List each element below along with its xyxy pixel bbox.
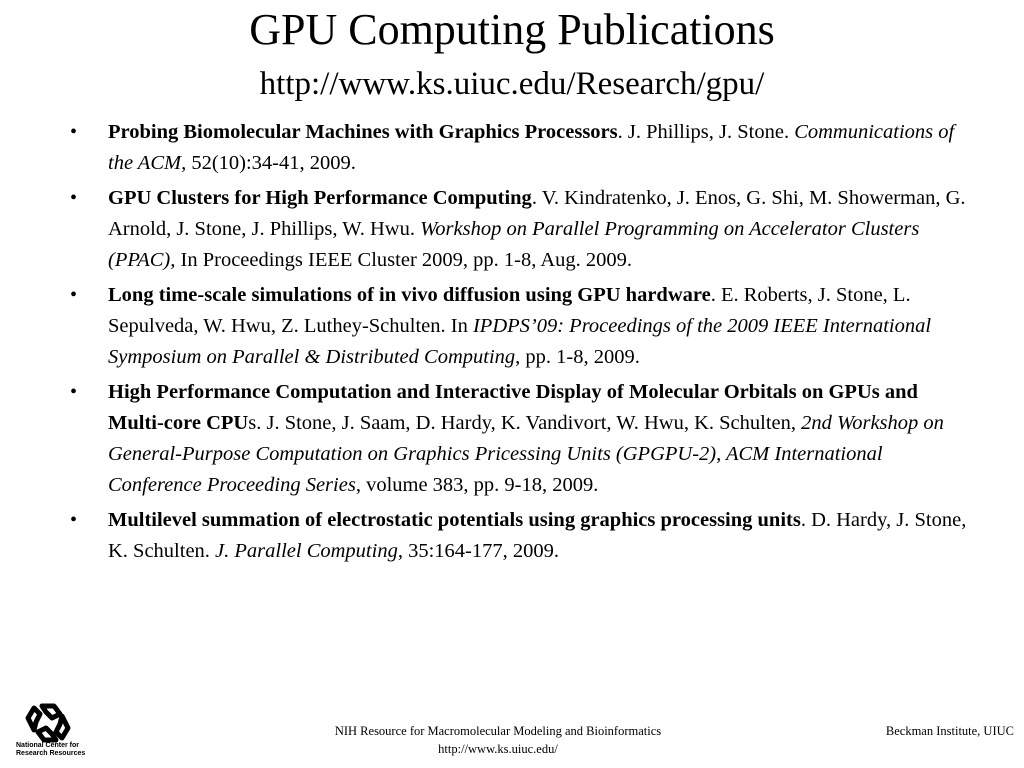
publication-venue: J. Parallel Computing — [215, 540, 398, 562]
publication-title: Multilevel summation of electrostatic potentials using graphics processing units — [108, 509, 801, 531]
publication-authors: . E. Roberts, J. Stone, L. Sepulveda, W. Hwu, Z. Luthey-Schulten. In — [108, 284, 911, 337]
bullet-icon: • — [70, 381, 78, 403]
footer-url: http://www.ks.uiuc.edu/ — [438, 742, 558, 756]
slide-subtitle — [0, 64, 1024, 104]
publication-details: , volume 383, pp. 9-18, 2009. — [355, 474, 599, 496]
list-item — [68, 505, 968, 567]
publication-details: In Proceedings IEEE Cluster 2009, pp. 1-8, Aug. 2009. — [175, 249, 633, 271]
publication-title: GPU Clusters for High Performance Computing — [108, 187, 532, 209]
publication-venue: Communications of the ACM, — [108, 121, 955, 174]
bullet-icon: • — [70, 187, 78, 209]
publication-venue: Workshop on Parallel Programming on Accelerator Clusters (PPAC), — [108, 218, 920, 271]
publication-authors: . V. Kindratenko, J. Enos, G. Shi, M. Showerman, G. Arnold, J. Stone, J. Phillips, W. Hwu. — [108, 187, 966, 240]
list-item — [68, 183, 968, 276]
publication-title: High Performance Computation and Interactive Display of Molecular Orbitals on GPUs and Multi-core CPU — [108, 381, 918, 434]
publication-title: Long time-scale simulations of in vivo diffusion using GPU hardware — [108, 284, 711, 306]
publication-title: Probing Biomolecular Machines with Graphics Processors — [108, 121, 618, 143]
publication-authors: . J. Phillips, J. Stone. — [617, 121, 795, 143]
bullet-icon: • — [70, 121, 78, 143]
list-item — [68, 117, 968, 179]
footer-resource-name: NIH Resource for Macromolecular Modeling and Bioinformatics — [334, 724, 662, 738]
publication-details: , 35:164-177, 2009. — [397, 540, 559, 562]
slide-title: GPU Computing Publications — [249, 5, 775, 54]
research-gpu-link[interactable]: http://www.ks.uiuc.edu/Research/gpu/ — [259, 66, 765, 102]
publication-details: 52(10):34-41, 2009. — [186, 152, 356, 174]
publication-authors: . D. Hardy, J. Stone, K. Schulten. — [108, 509, 967, 562]
bullet-icon: • — [70, 509, 78, 531]
list-item — [68, 377, 968, 501]
publication-venue: IPDPS’09: Proceedings of the 2009 IEEE International Symposium on Parallel & Distributed Computing — [108, 315, 932, 368]
publication-venue: 2nd Workshop on General-Purpose Computation on Graphics Pricessing Units (GPGPU-2), ACM International Conference Proceeding Series — [108, 412, 944, 496]
publication-details: , pp. 1-8, 2009. — [515, 346, 640, 368]
footer-center — [0, 722, 996, 758]
bullet-icon: • — [70, 284, 78, 306]
publication-authors: s. J. Stone, J. Saam, D. Hardy, K. Vandivort, W. Hwu, K. Schulten, — [248, 412, 802, 434]
footer-institution: Beckman Institute, UIUC — [885, 724, 1014, 738]
list-item — [68, 280, 968, 373]
publication-list — [68, 117, 968, 571]
ncrr-logo-text: National Center for Research Resources — [16, 742, 86, 757]
